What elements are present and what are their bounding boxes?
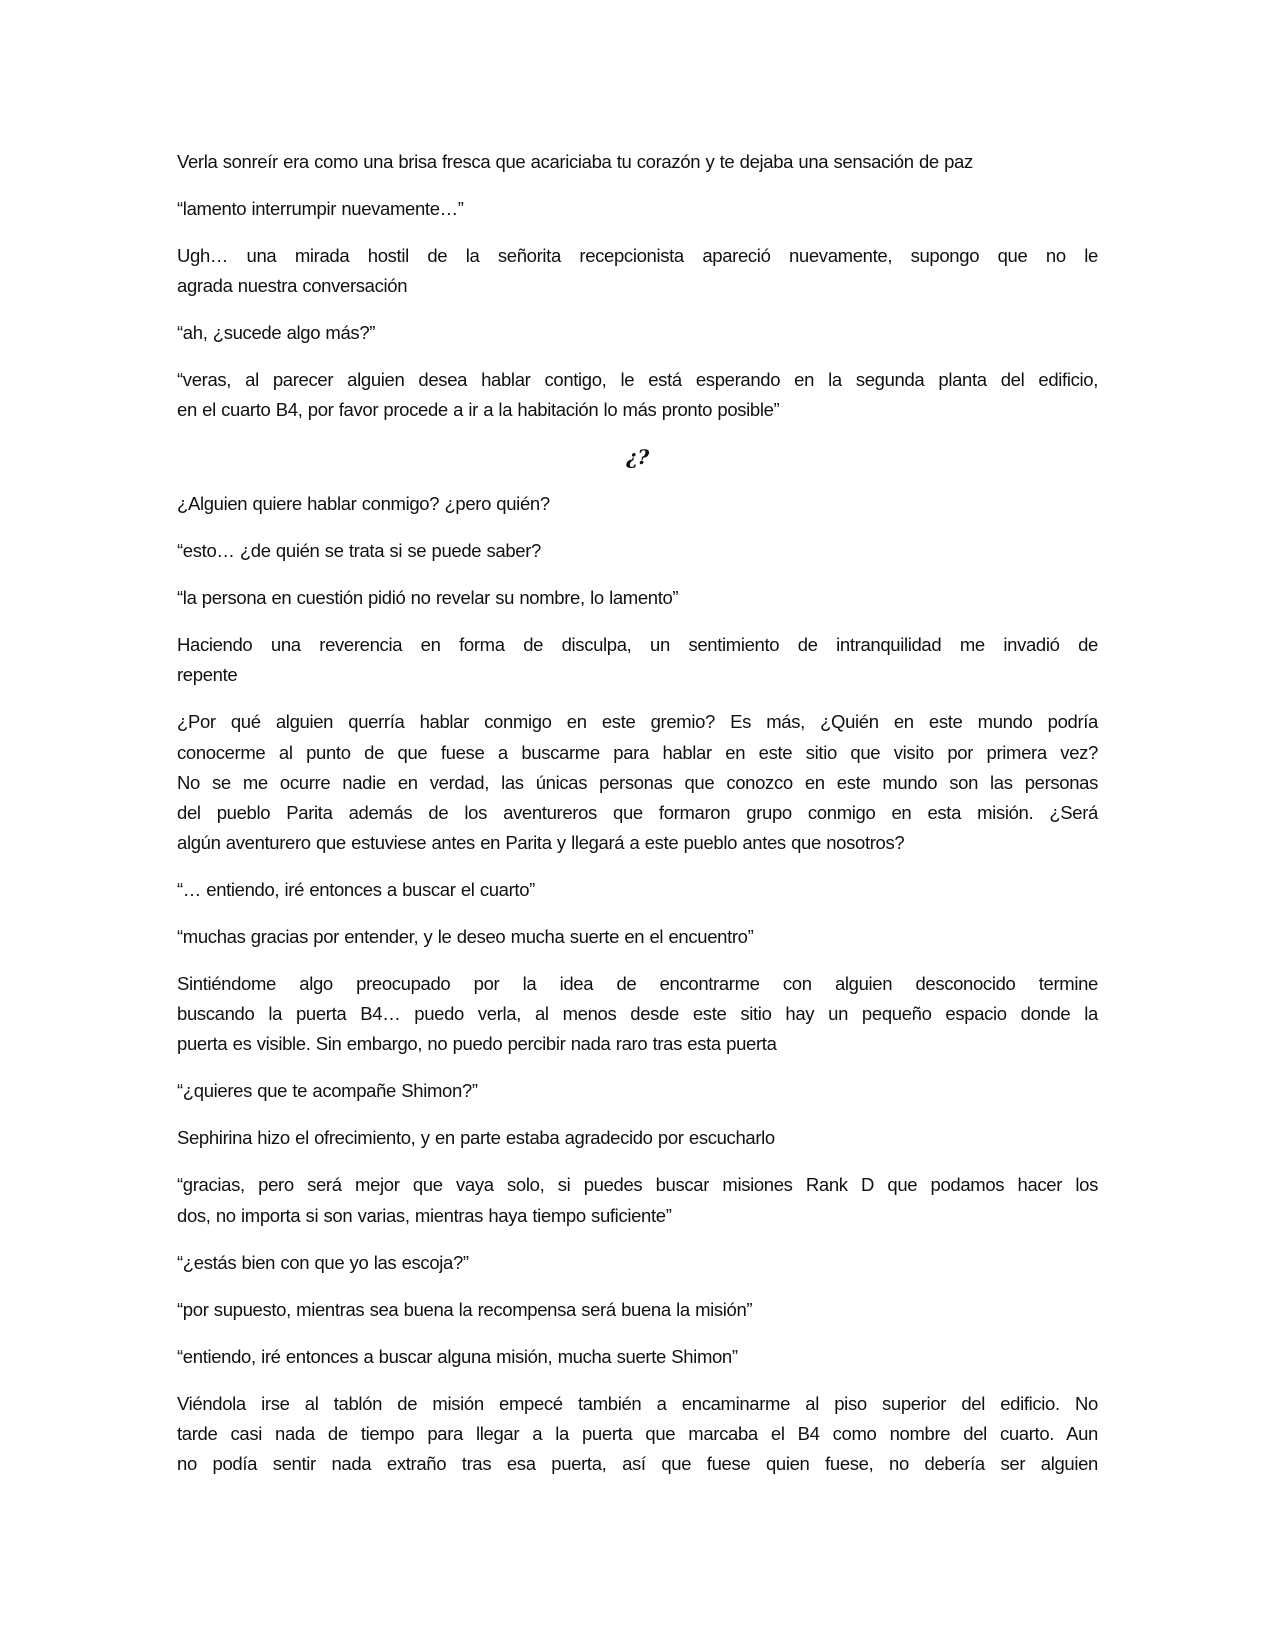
text-line: ¿Por qué alguien querría hablar conmigo en este gremio? Es más, ¿Quién en este mundo podría [177, 711, 1098, 733]
text-line: del pueblo Parita además de los aventureros que formaron grupo conmigo en esta misión. ¿Será [177, 801, 1098, 823]
text-line: Sintiéndome algo preocupado por la idea de encontrarme con alguien desconocido termine [177, 973, 1098, 995]
text-line: “entiendo, iré entonces a buscar alguna misión, mucha suerte Shimon” [177, 1345, 738, 1367]
paragraph [177, 241, 1098, 301]
text-line: “muchas gracias por entender, y le deseo mucha suerte en el encuentro” [177, 926, 754, 948]
text-line: “por supuesto, mientras sea buena la recompensa será buena la misión” [177, 1298, 753, 1320]
paragraph [177, 318, 1098, 348]
paragraph [177, 536, 1098, 566]
text-line: Ugh… una mirada hostil de la señorita recepcionista apareció nuevamente, supongo que no le [177, 244, 1098, 266]
paragraph [177, 147, 1098, 177]
centered-mark [177, 442, 1098, 472]
text-line: agrada nuestra conversación [177, 275, 408, 297]
text-line: en el cuarto B4, por favor procede a ir a la habitación lo más pronto posible” [177, 399, 780, 421]
text-line: Sephirina hizo el ofrecimiento, y en parte estaba agradecido por escucharlo [177, 1127, 775, 1149]
text-line: “¿estás bien con que yo las escoja?” [177, 1251, 469, 1273]
paragraph [177, 1295, 1098, 1325]
paragraph [177, 583, 1098, 613]
text-line: ¿Alguien quiere hablar conmigo? ¿pero quién? [177, 493, 550, 515]
paragraph [177, 969, 1098, 1060]
text-line: tarde casi nada de tiempo para llegar a la puerta que marcaba el B4 como nombre del cuarto. Aun [177, 1422, 1098, 1444]
text-line: conocerme al punto de que fuese a buscarme para hablar en este sitio que visito por primera vez? [177, 741, 1098, 763]
text-line: puerta es visible. Sin embargo, no puedo percibir nada raro tras esta puerta [177, 1033, 777, 1055]
text-line: “… entiendo, iré entonces a buscar el cuarto” [177, 879, 535, 901]
text-line: no podía sentir nada extraño tras esa puerta, así que fuese quien fuese, no debería ser alguien [177, 1452, 1098, 1474]
text-line: repente [177, 664, 238, 686]
text-line: Viéndola irse al tablón de misión empecé también a encaminarme al piso superior del edificio. No [177, 1392, 1098, 1414]
text-line: No se me ocurre nadie en verdad, las únicas personas que conozco en este mundo son las personas [177, 771, 1098, 793]
paragraph [177, 922, 1098, 952]
paragraph [177, 707, 1098, 858]
paragraph [177, 1123, 1098, 1153]
text-line: algún aventurero que estuviese antes en Parita y llegará a este pueblo antes que nosotros? [177, 832, 905, 854]
paragraph [177, 489, 1098, 519]
text-line: “lamento interrumpir nuevamente…” [177, 197, 464, 219]
centered-mark-text: ¿? [626, 445, 649, 470]
text-line: buscando la puerta B4… puedo verla, al menos desde este sitio hay un pequeño espacio donde la [177, 1003, 1098, 1025]
paragraph [177, 1248, 1098, 1278]
text-line: “veras, al parecer alguien desea hablar contigo, le está esperando en la segunda planta del edificio, [177, 369, 1098, 391]
text-line: Verla sonreír era como una brisa fresca que acariciaba tu corazón y te dejaba una sensación de paz [177, 151, 973, 172]
paragraph [177, 630, 1098, 690]
document-page [177, 147, 1098, 1496]
text-line: “gracias, pero será mejor que vaya solo, si puedes buscar misiones Rank D que podamos hacer los [177, 1174, 1098, 1196]
text-line: Haciendo una reverencia en forma de disculpa, un sentimiento de intranquilidad me invadió de [177, 634, 1098, 656]
text-line: “ah, ¿sucede algo más?” [177, 322, 376, 344]
text-line: “¿quieres que te acompañe Shimon?” [177, 1080, 478, 1102]
text-line: “la persona en cuestión pidió no revelar su nombre, lo lamento” [177, 587, 679, 609]
paragraph [177, 365, 1098, 425]
paragraph [177, 875, 1098, 905]
paragraph [177, 194, 1098, 224]
paragraph [177, 1170, 1098, 1230]
paragraph [177, 1076, 1098, 1106]
text-line: “esto… ¿de quién se trata si se puede saber? [177, 540, 541, 562]
text-line: dos, no importa si son varias, mientras haya tiempo suficiente” [177, 1204, 672, 1226]
paragraph [177, 1389, 1098, 1480]
paragraph [177, 1342, 1098, 1372]
